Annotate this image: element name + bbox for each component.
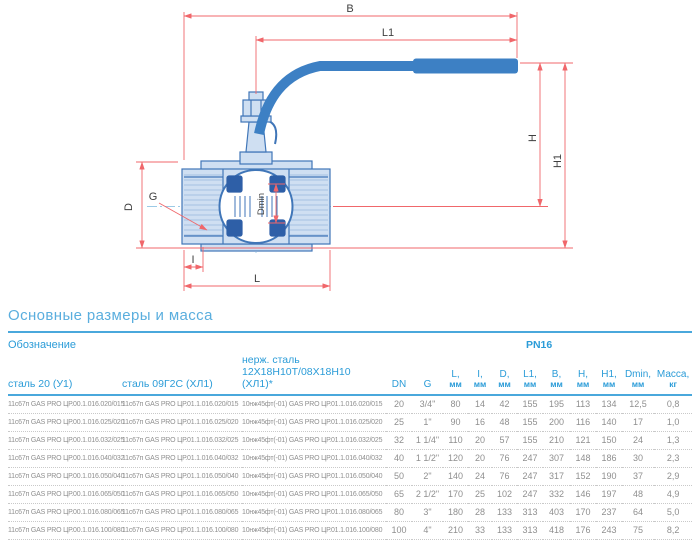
value-cell: 116	[570, 413, 596, 431]
dim-label-g: G	[148, 191, 158, 203]
value-cell: 76	[492, 449, 517, 467]
col-unit: мм	[631, 379, 645, 390]
value-cell: 133	[492, 503, 517, 521]
value-cell: 150	[596, 431, 622, 449]
value-cell: 121	[570, 431, 596, 449]
table-row	[8, 449, 692, 467]
value-cell: 50	[386, 467, 412, 485]
value-cell: 4,9	[654, 485, 692, 503]
value-cell: 155	[517, 395, 543, 413]
value-cell: 20	[468, 431, 492, 449]
col-header-i	[468, 351, 492, 395]
value-cell: 176	[570, 521, 596, 539]
designation-header: Обозначение	[8, 339, 77, 351]
grade-header-label: сталь 20 (У1)	[8, 378, 73, 391]
col-unit: мм	[550, 379, 563, 390]
value-cell: 25	[468, 485, 492, 503]
value-cell: 16	[468, 413, 492, 431]
dimensions-table	[8, 333, 692, 540]
col-unit: мм	[602, 379, 616, 390]
col-header-dn	[386, 351, 412, 395]
designation-cell: 11с67п GAS PRO ЦР.01.1.016.080/065	[122, 503, 242, 521]
designation-cell: 11с67п GAS PRO ЦР.00.1.016.080/065	[8, 503, 122, 521]
bottom-plate	[201, 244, 312, 251]
designation-cell: 10нж45фт(-01) GAS PRO ЦР.01.1.016.020/015	[242, 395, 386, 413]
value-cell: 14	[468, 395, 492, 413]
col-label: G	[423, 378, 432, 390]
value-cell: 237	[596, 503, 622, 521]
value-cell: 210	[543, 431, 570, 449]
value-cell: 210	[443, 521, 468, 539]
value-cell: 1 1/4"	[412, 431, 443, 449]
col-label: D,	[499, 368, 510, 380]
col-unit: мм	[576, 379, 590, 390]
value-cell: 313	[517, 521, 543, 539]
designation-cell: 11с67п GAS PRO ЦР.00.1.016.040/032	[8, 449, 122, 467]
designation-cell: 11с67п GAS PRO ЦР.01.1.016.040/032	[122, 449, 242, 467]
value-cell: 33	[468, 521, 492, 539]
table-row	[8, 503, 692, 521]
col-header-l1	[517, 351, 543, 395]
value-cell: 2 1/2"	[412, 485, 443, 503]
value-cell: 3"	[412, 503, 443, 521]
col-header-mass	[654, 351, 692, 395]
value-cell: 102	[492, 485, 517, 503]
value-cell: 30	[622, 449, 654, 467]
dim-label-i: I	[191, 254, 195, 266]
value-cell: 80	[443, 395, 468, 413]
dim-label-b: B	[346, 3, 354, 15]
designation-cell: 10нж45фт(-01) GAS PRO ЦР.01.1.016.100/080	[242, 521, 386, 539]
value-cell: 3/4"	[412, 395, 443, 413]
value-cell: 25	[386, 413, 412, 431]
value-cell: 247	[517, 449, 543, 467]
col-header-h1	[596, 351, 622, 395]
col-unit: мм	[498, 379, 511, 390]
designation-cell: 10нж45фт(-01) GAS PRO ЦР.01.1.016.050/040	[242, 467, 386, 485]
value-cell: 4"	[412, 521, 443, 539]
value-cell: 28	[468, 503, 492, 521]
designation-cell: 10нж45фт(-01) GAS PRO ЦР.01.1.016.080/065	[242, 503, 386, 521]
designation-cell: 11с67п GAS PRO ЦР.01.1.016.065/050	[122, 485, 242, 503]
col-label: Масса,	[656, 368, 690, 380]
valve-handle	[259, 59, 518, 135]
value-cell: 195	[543, 395, 570, 413]
value-cell: 40	[386, 449, 412, 467]
value-cell: 0,8	[654, 395, 692, 413]
designation-cell: 10нж45фт(-01) GAS PRO ЦР.01.1.016.065/050	[242, 485, 386, 503]
col-label: I,	[477, 368, 483, 380]
value-cell: 37	[622, 467, 654, 485]
value-cell: 1,0	[654, 413, 692, 431]
designation-cell: 11с67п GAS PRO ЦР.01.1.016.032/025	[122, 431, 242, 449]
value-cell: 134	[596, 395, 622, 413]
col-header-d	[492, 351, 517, 395]
value-cell: 197	[596, 485, 622, 503]
value-cell: 120	[443, 449, 468, 467]
value-cell: 76	[492, 467, 517, 485]
col-header-g	[412, 351, 443, 395]
col-label: H1,	[601, 368, 617, 380]
value-cell: 65	[386, 485, 412, 503]
col-header-b	[543, 351, 570, 395]
value-cell: 20	[386, 395, 412, 413]
value-cell: 247	[517, 485, 543, 503]
value-cell: 2"	[412, 467, 443, 485]
grade-header-label: сталь 09Г2С (ХЛ1)	[122, 378, 213, 391]
table-row	[8, 431, 692, 449]
value-cell: 190	[596, 467, 622, 485]
value-cell: 140	[443, 467, 468, 485]
designation-cell: 11с67п GAS PRO ЦР.00.1.016.020/015	[8, 395, 122, 413]
handle-grip	[413, 59, 518, 74]
value-cell: 75	[622, 521, 654, 539]
value-cell: 2,3	[654, 449, 692, 467]
designation-cell: 11с67п GAS PRO ЦР.00.1.016.100/080	[8, 521, 122, 539]
col-label: L1,	[523, 368, 537, 380]
value-cell: 403	[543, 503, 570, 521]
grade-header-steel20	[8, 351, 122, 395]
value-cell: 100	[386, 521, 412, 539]
value-cell: 247	[517, 467, 543, 485]
col-label: L,	[451, 368, 460, 380]
value-cell: 1 1/2"	[412, 449, 443, 467]
table-row	[8, 413, 692, 431]
col-unit: мм	[473, 379, 487, 390]
table-body	[8, 395, 692, 539]
value-cell: 90	[443, 413, 468, 431]
page-title: Основные размеры и масса	[8, 300, 692, 333]
designation-cell: 11с67п GAS PRO ЦР.01.1.016.050/040	[122, 467, 242, 485]
value-cell: 24	[622, 431, 654, 449]
value-cell: 180	[443, 503, 468, 521]
value-cell: 64	[622, 503, 654, 521]
value-cell: 152	[570, 467, 596, 485]
dim-label-h1: H1	[552, 153, 564, 169]
table-row	[8, 395, 692, 413]
value-cell: 186	[596, 449, 622, 467]
col-label: DN	[391, 378, 407, 390]
value-cell: 418	[543, 521, 570, 539]
dim-label-l: L	[253, 273, 261, 285]
designation-cell: 11с67п GAS PRO ЦР.00.1.016.025/020	[8, 413, 122, 431]
value-cell: 155	[517, 431, 543, 449]
value-cell: 133	[492, 521, 517, 539]
designation-cell: 11с67п GAS PRO ЦР.00.1.016.032/025	[8, 431, 122, 449]
value-cell: 20	[468, 449, 492, 467]
value-cell: 170	[570, 503, 596, 521]
dim-label-dmin: Dmin	[256, 192, 267, 216]
value-cell: 1,3	[654, 431, 692, 449]
value-cell: 8,2	[654, 521, 692, 539]
value-cell: 155	[517, 413, 543, 431]
col-unit: кг	[669, 379, 677, 390]
value-cell: 5,0	[654, 503, 692, 521]
value-cell: 243	[596, 521, 622, 539]
value-cell: 200	[543, 413, 570, 431]
value-cell: 113	[570, 395, 596, 413]
value-cell: 332	[543, 485, 570, 503]
dim-label-l1: L1	[381, 27, 395, 39]
value-cell: 313	[517, 503, 543, 521]
value-cell: 110	[443, 431, 468, 449]
value-cell: 148	[570, 449, 596, 467]
table-section	[0, 300, 700, 540]
col-header-l	[443, 351, 468, 395]
designation-cell: 11с67п GAS PRO ЦР.01.1.016.025/020	[122, 413, 242, 431]
value-cell: 12,5	[622, 395, 654, 413]
value-cell: 146	[570, 485, 596, 503]
designation-cell: 11с67п GAS PRO ЦР.00.1.016.065/050	[8, 485, 122, 503]
grade-header-stainless	[242, 351, 386, 395]
col-header-dmin	[622, 351, 654, 395]
col-label: Dmin,	[624, 368, 652, 380]
table-row	[8, 521, 692, 539]
value-cell: 317	[543, 467, 570, 485]
value-cell: 24	[468, 467, 492, 485]
value-cell: 170	[443, 485, 468, 503]
value-cell: 57	[492, 431, 517, 449]
value-cell: 48	[492, 413, 517, 431]
col-header-h	[570, 351, 596, 395]
grade-header-label: нерж. сталь 12Х18Н10Т/08Х18Н10 (ХЛ1)*	[242, 354, 351, 391]
designation-cell: 10нж45фт(-01) GAS PRO ЦР.01.1.016.025/020	[242, 413, 386, 431]
value-cell: 307	[543, 449, 570, 467]
value-cell: 48	[622, 485, 654, 503]
grade-header-steel09g2s	[122, 351, 242, 395]
col-unit: мм	[523, 379, 537, 390]
dim-label-d: D	[123, 203, 135, 211]
table-row	[8, 485, 692, 503]
value-cell: 32	[386, 431, 412, 449]
value-cell: 80	[386, 503, 412, 521]
value-cell: 140	[596, 413, 622, 431]
col-label: B,	[551, 368, 562, 380]
col-unit: мм	[449, 379, 462, 390]
designation-cell: 11с67п GAS PRO ЦР.01.1.016.020/015	[122, 395, 242, 413]
col-label: H,	[578, 368, 589, 380]
designation-cell: 10нж45фт(-01) GAS PRO ЦР.01.1.016.032/025	[242, 431, 386, 449]
pn-header: PN16	[525, 339, 553, 351]
designation-cell: 11с67п GAS PRO ЦР.01.1.016.100/080	[122, 521, 242, 539]
value-cell: 17	[622, 413, 654, 431]
value-cell: 2,9	[654, 467, 692, 485]
table-row	[8, 467, 692, 485]
designation-cell: 11с67п GAS PRO ЦР.00.1.016.050/040	[8, 467, 122, 485]
value-cell: 42	[492, 395, 517, 413]
designation-cell: 10нж45фт(-01) GAS PRO ЦР.01.1.016.040/032	[242, 449, 386, 467]
dim-label-h: H	[527, 134, 539, 142]
value-cell: 1"	[412, 413, 443, 431]
